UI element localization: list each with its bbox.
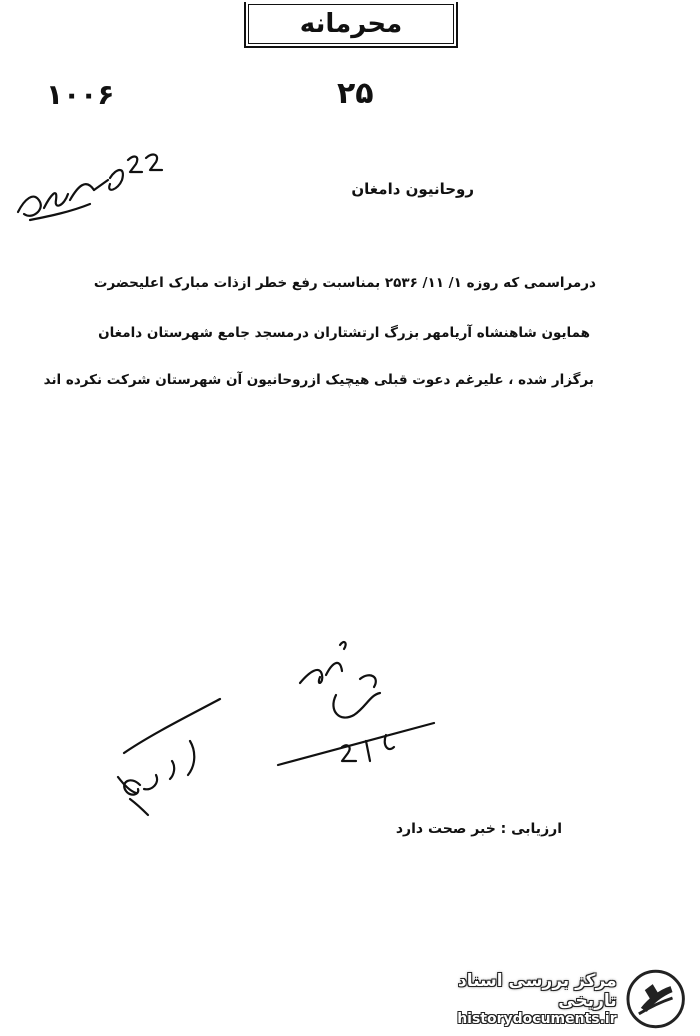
- body-line-2: همایون شاهنشاه آریامهر بزرگ ارتشتاران درمسجد جامع شهرستان دامغان: [98, 325, 590, 341]
- classification-stamp: [244, 2, 458, 48]
- page-number: ۲۵: [337, 76, 374, 111]
- watermark: [396, 968, 686, 1030]
- watermark-title: مرکز بررسی اسناد تاریخی: [457, 971, 617, 1011]
- watermark-text: [396, 971, 617, 1027]
- watermark-url: historydocuments.ir: [457, 1011, 617, 1027]
- classification-label: محرمانه: [299, 9, 403, 39]
- handwritten-signature-left: [100, 695, 230, 825]
- evaluation-note: ارزیابی : خبر صحت دارد: [395, 821, 562, 837]
- handwritten-signature-center: [270, 635, 440, 785]
- body-line-3: برگزار شده ، علیرغم دعوت قبلی هیچیک ازروحانیون آن شهرستان شرکت نکرده اند: [43, 372, 594, 388]
- handwritten-note-top: [10, 150, 180, 230]
- document-number: ۱۰۰۶: [46, 78, 115, 111]
- body-line-1: درمراسمی که روزه ۱/ ۱۱/ ۲۵۳۶ بمناسبت رفع خطر ازذات مبارک اعلیحضرت: [93, 275, 596, 291]
- archive-book-icon: [625, 968, 686, 1030]
- document-subject: روحانیون دامغان: [351, 180, 474, 198]
